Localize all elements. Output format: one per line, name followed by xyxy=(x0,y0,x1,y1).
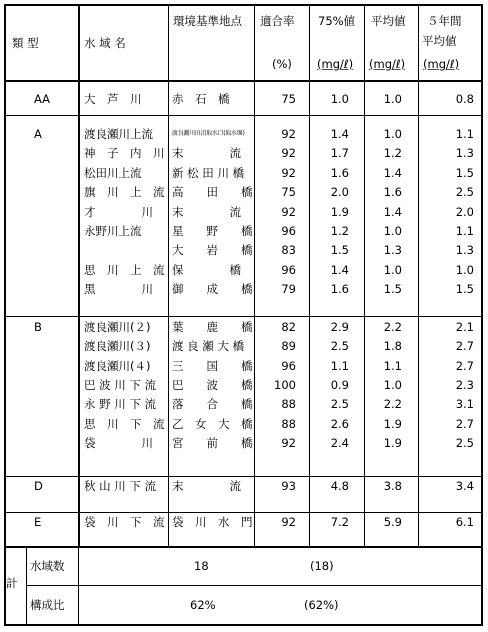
cell-water: 大 芦 川 xyxy=(84,92,142,106)
cell-station: 星 野 橋 xyxy=(172,224,253,238)
cell-avg: 1.0 xyxy=(383,92,402,106)
cell-rate: 93 xyxy=(281,479,296,493)
cell-avg: 2.2 xyxy=(383,397,402,412)
cell-avg: 3.8 xyxy=(383,479,402,493)
cell-avg5: 0.8 xyxy=(455,92,474,106)
header-p75-unit: (mg/ℓ) xyxy=(317,57,354,71)
cell-water: 永 野 川 下 流 xyxy=(84,397,157,412)
cell-rate: 82 xyxy=(281,320,296,334)
cell-avg: 1.0 xyxy=(383,127,402,141)
cell-avg5: 1.5 xyxy=(455,282,474,297)
cell-avg: 1.9 xyxy=(383,416,402,431)
cell-p75: 1.6 xyxy=(330,165,349,180)
cell-station: 乙 女 大 橋 xyxy=(172,416,253,431)
cell-water: 永野川上流 xyxy=(84,224,142,238)
cell-avg5: 1.0 xyxy=(455,262,474,277)
group-type: B xyxy=(34,320,42,334)
cell-station: 末 流 xyxy=(172,146,241,161)
cell-water: 袋 川 xyxy=(84,435,153,450)
cell-avg5: 1.3 xyxy=(455,146,474,161)
hline-group xyxy=(4,115,483,116)
cell-p75: 1.0 xyxy=(330,92,349,106)
summary-count-label: 水域数 xyxy=(30,559,65,573)
cell-p75: 2.9 xyxy=(330,320,349,334)
cell-p75: 1.7 xyxy=(330,146,349,161)
cell-water: 神 子 内 川 xyxy=(84,146,165,161)
cell-station: 御 成 橋 xyxy=(172,282,253,297)
cell-avg: 1.5 xyxy=(383,282,402,297)
cell-p75: 0.9 xyxy=(330,377,349,392)
cell-p75: 2.4 xyxy=(330,435,349,450)
group-type: AA xyxy=(34,92,51,106)
cell-avg: 1.1 xyxy=(383,358,402,373)
cell-p75: 1.4 xyxy=(330,262,349,277)
cell-avg5: 6.1 xyxy=(455,515,474,529)
cell-p75: 2.5 xyxy=(330,339,349,354)
header-avg5-line2: 平均値 xyxy=(422,34,457,48)
hline-summary xyxy=(4,546,483,548)
header-avg5-line1: ５年間 xyxy=(427,14,462,28)
cell-p75: 2.0 xyxy=(330,185,349,200)
cell-rate: 92 xyxy=(281,127,296,141)
header-avg: 平均値 xyxy=(371,14,406,28)
header-water: 水 域 名 xyxy=(84,36,126,50)
cell-water: 巴 波 川 下 流 xyxy=(84,377,157,392)
header-rate: 適合率 xyxy=(260,14,295,28)
cell-water: 黒 川 xyxy=(84,282,153,297)
vline-summary-label xyxy=(78,546,79,626)
header-rate-unit: (%) xyxy=(272,57,292,71)
cell-water: 秋 山 川 下 流 xyxy=(84,479,157,493)
cell-p75: 4.8 xyxy=(330,479,349,493)
cell-rate: 75 xyxy=(281,92,296,106)
cell-station: 袋 川 水 門 xyxy=(172,515,253,529)
cell-water: 旗 川 上 流 xyxy=(84,185,165,200)
cell-rate: 88 xyxy=(281,416,296,431)
cell-p75: 1.1 xyxy=(330,358,349,373)
cell-water: 渡良瀬川上流 xyxy=(84,127,153,141)
water-quality-table xyxy=(4,4,483,626)
cell-water: 思 川 上 流 xyxy=(84,262,165,277)
cell-p75: 2.5 xyxy=(330,397,349,412)
cell-avg: 1.9 xyxy=(383,435,402,450)
cell-avg5: 3.4 xyxy=(455,479,474,493)
cell-water: 渡良瀬川(４) xyxy=(84,358,151,373)
vline-station xyxy=(254,4,255,546)
cell-rate: 83 xyxy=(281,243,296,258)
cell-water: 松田川上流 xyxy=(84,165,142,180)
cell-station: 落 合 橋 xyxy=(172,397,253,412)
header-type: 類 型 xyxy=(12,36,39,50)
cell-avg: 1.0 xyxy=(383,262,402,277)
cell-avg: 5.9 xyxy=(383,515,402,529)
cell-water: 思 川 下 流 xyxy=(84,416,165,431)
cell-rate: 88 xyxy=(281,397,296,412)
cell-station: 大 岩 橋 xyxy=(172,243,253,258)
cell-avg: 1.4 xyxy=(383,165,402,180)
cell-station: 巴 波 橋 xyxy=(172,377,253,392)
cell-rate: 96 xyxy=(281,224,296,238)
vline-summary xyxy=(26,546,27,626)
cell-avg5: 2.0 xyxy=(455,204,474,219)
hline-group xyxy=(4,316,483,317)
cell-avg: 2.2 xyxy=(383,320,402,334)
cell-rate: 89 xyxy=(281,339,296,354)
cell-rate: 96 xyxy=(281,262,296,277)
header-avg-unit: (mg/ℓ) xyxy=(369,57,406,71)
cell-avg: 1.4 xyxy=(383,204,402,219)
vline-p75 xyxy=(364,4,365,546)
cell-avg: 1.0 xyxy=(383,377,402,392)
header-p75: 75%値 xyxy=(318,14,356,28)
cell-avg5: 2.7 xyxy=(455,358,474,373)
cell-station: 高 田 橋 xyxy=(172,185,253,200)
summary-count-paren: (18) xyxy=(310,559,334,573)
header-avg5-unit: (mg/ℓ) xyxy=(423,57,460,71)
cell-avg: 1.3 xyxy=(383,243,402,258)
cell-water: 渡良瀬川(３) xyxy=(84,339,151,354)
group-type: D xyxy=(34,479,43,493)
cell-avg: 1.2 xyxy=(383,146,402,161)
cell-p75: 1.4 xyxy=(330,127,349,141)
cell-rate: 75 xyxy=(281,185,296,200)
cell-rate: 100 xyxy=(274,377,296,392)
cell-rate: 92 xyxy=(281,515,296,529)
cell-avg: 1.0 xyxy=(383,224,402,238)
cell-avg5: 3.1 xyxy=(455,397,474,412)
cell-station: 保 橋 xyxy=(172,262,241,277)
cell-avg5: 1.1 xyxy=(455,224,474,238)
vline-water xyxy=(168,4,169,546)
cell-avg: 1.8 xyxy=(383,339,402,354)
cell-avg5: 2.5 xyxy=(455,435,474,450)
cell-station: 末 流 xyxy=(172,204,241,219)
cell-p75: 7.2 xyxy=(330,515,349,529)
summary-ratio-label: 構成比 xyxy=(30,598,65,612)
cell-rate: 96 xyxy=(281,358,296,373)
cell-avg5: 2.7 xyxy=(455,416,474,431)
cell-station: 新 松 田 川 橋 xyxy=(172,165,245,180)
cell-station: 赤 石 橋 xyxy=(172,92,230,106)
cell-rate: 92 xyxy=(281,146,296,161)
cell-p75: 1.6 xyxy=(330,282,349,297)
summary-ratio-value: 62% xyxy=(190,598,216,612)
cell-water: 渡良瀬川(２) xyxy=(84,320,151,334)
cell-water: 才 川 xyxy=(84,204,153,219)
cell-station: 宮 前 橋 xyxy=(172,435,253,450)
summary-ratio-paren: (62%) xyxy=(304,598,339,612)
hline-summary-mid xyxy=(26,585,483,586)
cell-station: 三 国 橋 xyxy=(172,358,253,373)
cell-station: 渡 良 瀬 大 橋 xyxy=(172,339,245,354)
cell-rate: 92 xyxy=(281,165,296,180)
cell-p75: 1.2 xyxy=(330,224,349,238)
summary-count-value: 18 xyxy=(194,559,209,573)
hline-group xyxy=(4,476,483,477)
vline-rate xyxy=(309,4,310,546)
cell-p75: 1.9 xyxy=(330,204,349,219)
hline-header xyxy=(4,80,483,82)
cell-rate: 92 xyxy=(281,435,296,450)
cell-avg5: 2.3 xyxy=(455,377,474,392)
header-station: 環境基準地点 xyxy=(173,14,242,28)
cell-rate: 92 xyxy=(281,204,296,219)
cell-avg5: 2.7 xyxy=(455,339,474,354)
cell-avg5: 2.5 xyxy=(455,185,474,200)
vline-type xyxy=(78,4,80,546)
cell-station: 渡良瀬川田沼取水口(取水堰) xyxy=(172,130,245,137)
cell-avg5: 1.3 xyxy=(455,243,474,258)
cell-avg: 1.6 xyxy=(383,185,402,200)
cell-avg5: 1.1 xyxy=(455,127,474,141)
cell-water: 袋 川 下 流 xyxy=(84,515,165,529)
cell-station: 末 流 xyxy=(172,479,241,493)
summary-total-label: 計 xyxy=(6,576,18,590)
cell-avg5: 2.1 xyxy=(455,320,474,334)
vline-avg xyxy=(418,4,419,546)
cell-station: 葉 鹿 橋 xyxy=(172,320,253,334)
group-type: A xyxy=(34,127,42,141)
cell-avg5: 1.5 xyxy=(455,165,474,180)
cell-p75: 1.5 xyxy=(330,243,349,258)
cell-rate: 79 xyxy=(281,282,296,297)
group-type: E xyxy=(34,515,42,529)
cell-p75: 2.6 xyxy=(330,416,349,431)
